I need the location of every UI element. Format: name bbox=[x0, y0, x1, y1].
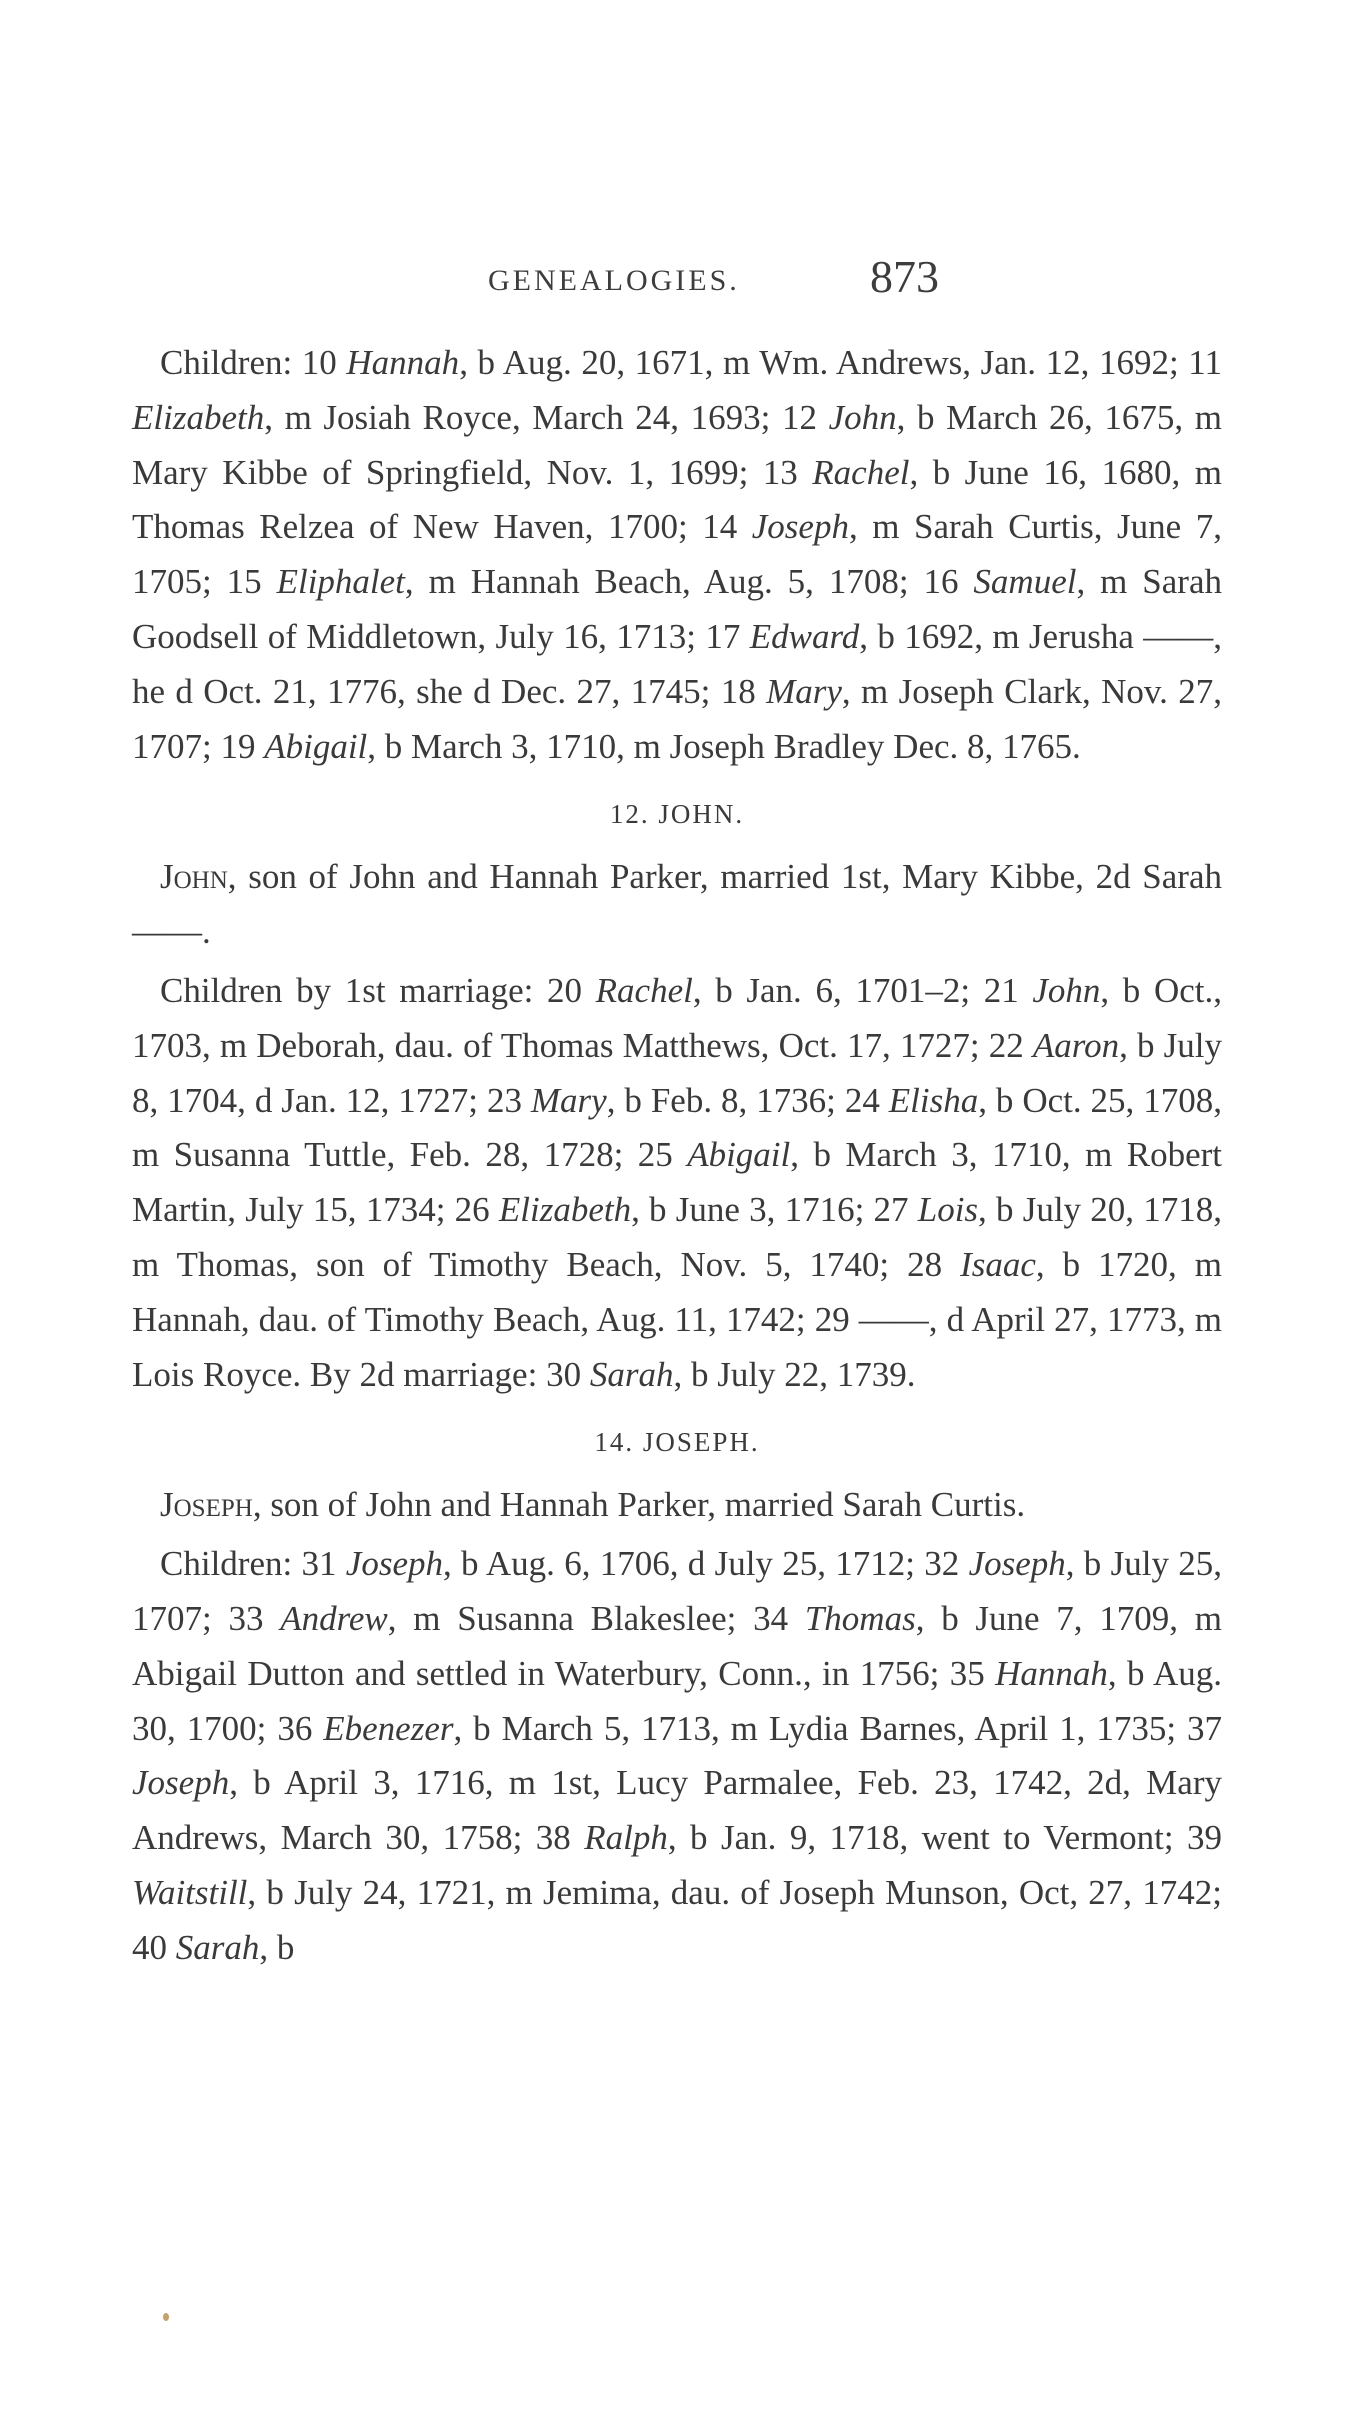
paragraph bbox=[132, 336, 1222, 774]
person-name: Andrew bbox=[280, 1598, 388, 1638]
person-name: Thomas bbox=[804, 1598, 916, 1638]
paragraph bbox=[132, 1537, 1222, 1975]
text-run: , b Oct., 1703, m Deborah, dau. of Thomas Matthews, Oct. 17, 1727; 22 bbox=[132, 970, 1222, 1065]
text-run: , b June 7, 1709, m Abigail Dutton and settled in Waterbury, Conn., in 1756; 35 bbox=[132, 1598, 1222, 1693]
entry-name: Joseph bbox=[160, 1485, 253, 1525]
page-header bbox=[130, 248, 1225, 308]
entry-name: John bbox=[160, 857, 228, 897]
text-run: , b March 3, 1710, m Joseph Bradley Dec. 8, 1765. bbox=[367, 726, 1081, 766]
person-name: Ebenezer bbox=[323, 1708, 454, 1748]
text-run: , b 1720, m Hannah, dau. of Timothy Beach, Aug. 11, 1742; 29 ——, d April 27, 1773, m Lois Royce. By 2d marriage: 30 bbox=[132, 1244, 1222, 1394]
text-run: , m Josiah Royce, March 24, 1693; 12 bbox=[264, 397, 829, 437]
section-heading: 14. JOSEPH. bbox=[594, 1427, 760, 1458]
person-name: Hannah bbox=[995, 1653, 1108, 1693]
text-run: Children: 31 bbox=[160, 1544, 346, 1584]
person-name: Elisha bbox=[888, 1080, 979, 1120]
text-run: , m Sarah Goodsell of Middletown, July 16, 1713; 17 bbox=[132, 562, 1222, 656]
person-name: Joseph bbox=[132, 1763, 230, 1803]
text-run: Children: 10 bbox=[160, 343, 347, 382]
text-run: , m Susanna Blakeslee; 34 bbox=[387, 1598, 805, 1638]
text-run: , b July 20, 1718, m Thomas, son of Timothy Beach, Nov. 5, 1740; 28 bbox=[132, 1190, 1222, 1284]
text-run: , b Jan. 9, 1718, went to Vermont; 39 bbox=[667, 1818, 1223, 1858]
person-name: Elizabeth bbox=[132, 397, 265, 437]
text-run: , b July 8, 1704, d Jan. 12, 1727; 23 bbox=[132, 1025, 1222, 1120]
text-run: , m Joseph Clark, Nov. 27, 1707; 19 bbox=[132, 671, 1223, 766]
text-run: , b March 5, 1713, m Lydia Barnes, April 1, 1735; 37 bbox=[453, 1708, 1223, 1748]
person-name: Eliphalet bbox=[276, 562, 405, 602]
text-run: , b July 22, 1739. bbox=[673, 1354, 916, 1394]
text-run: , b July 24, 1721, m Jemima, dau. of Joseph Munson, Oct, 27, 1742; 40 bbox=[132, 1872, 1222, 1967]
person-name: Abigail bbox=[687, 1135, 791, 1175]
person-name: Abigail bbox=[264, 726, 368, 766]
person-name: Rachel bbox=[595, 970, 693, 1010]
body-text bbox=[132, 336, 1222, 1994]
person-name: Joseph bbox=[968, 1544, 1066, 1584]
text-run: , b March 3, 1710, m Robert Martin, July 15, 1734; 26 bbox=[132, 1135, 1223, 1230]
person-name: Joseph bbox=[345, 1544, 443, 1584]
person-name: John bbox=[828, 397, 897, 437]
person-name: Mary bbox=[530, 1080, 607, 1120]
person-name: Mary bbox=[766, 671, 842, 711]
paragraph bbox=[132, 964, 1222, 1402]
paragraph bbox=[132, 850, 1222, 960]
person-name: Isaac bbox=[960, 1244, 1036, 1284]
text-run: , b June 3, 1716; 27 bbox=[631, 1190, 918, 1230]
text-run: , b April 3, 1716, m 1st, Lucy Parmalee, Feb. 23, 1742, 2d, Mary Andrews, March 30, 1758; 38 bbox=[132, 1763, 1222, 1858]
person-name: John bbox=[1032, 970, 1101, 1010]
text-run: , b bbox=[259, 1927, 295, 1967]
text-run: , b Feb. 8, 1736; 24 bbox=[606, 1080, 889, 1120]
person-name: Ralph bbox=[584, 1818, 668, 1858]
text-run: , b Jan. 6, 1701–2; 21 bbox=[692, 970, 1033, 1010]
person-name: Samuel bbox=[973, 562, 1077, 602]
person-name: Sarah bbox=[175, 1927, 260, 1967]
running-title: GENEALOGIES. bbox=[488, 264, 740, 297]
text-run: , m Hannah Beach, Aug. 5, 1708; 16 bbox=[404, 562, 974, 602]
text-run: , b March 26, 1675, m Mary Kibbe of Springfield, Nov. 1, 1699; 13 bbox=[132, 397, 1222, 492]
person-name: Rachel bbox=[812, 452, 910, 492]
section-heading: 12. JOHN. bbox=[609, 799, 745, 830]
paper-speck bbox=[163, 2313, 169, 2321]
paragraph bbox=[132, 1478, 1222, 1533]
person-name: Edward bbox=[749, 616, 860, 656]
text-run: , m Sarah Curtis, June 7, 1705; 15 bbox=[132, 507, 1222, 602]
page-number: 873 bbox=[870, 251, 939, 302]
person-name: Elizabeth bbox=[498, 1190, 632, 1230]
person-name: Joseph bbox=[751, 507, 849, 547]
person-name: Aaron bbox=[1032, 1025, 1120, 1065]
text-run: , b June 16, 1680, m Thomas Relzea of New Haven, 1700; 14 bbox=[132, 452, 1222, 547]
text-run: , b Aug. 30, 1700; 36 bbox=[132, 1653, 1222, 1748]
text-run: , b July 25, 1707; 33 bbox=[132, 1544, 1222, 1638]
text-run: , b Aug. 6, 1706, d July 25, 1712; 32 bbox=[443, 1544, 969, 1584]
text-run: , son of John and Hannah Parker, married Sarah Curtis. bbox=[252, 1485, 1026, 1525]
text-run: , b Aug. 20, 1671, m Wm. Andrews, Jan. 12, 1692; 11 bbox=[459, 343, 1222, 382]
text-run: Children by 1st marriage: 20 bbox=[160, 970, 596, 1010]
person-name: Hannah bbox=[346, 343, 460, 382]
person-name: Lois bbox=[917, 1190, 979, 1230]
person-name: Waitstill bbox=[132, 1872, 248, 1912]
person-name: Sarah bbox=[589, 1354, 674, 1394]
text-run: , b Oct. 25, 1708, m Susanna Tuttle, Feb. 28, 1728; 25 bbox=[132, 1080, 1222, 1175]
text-run: , son of John and Hannah Parker, married 1st, Mary Kibbe, 2d Sarah ——. bbox=[132, 857, 1222, 952]
text-run: , b 1692, m Jerusha ——, he d Oct. 21, 1776, she d Dec. 27, 1745; 18 bbox=[132, 616, 1222, 711]
